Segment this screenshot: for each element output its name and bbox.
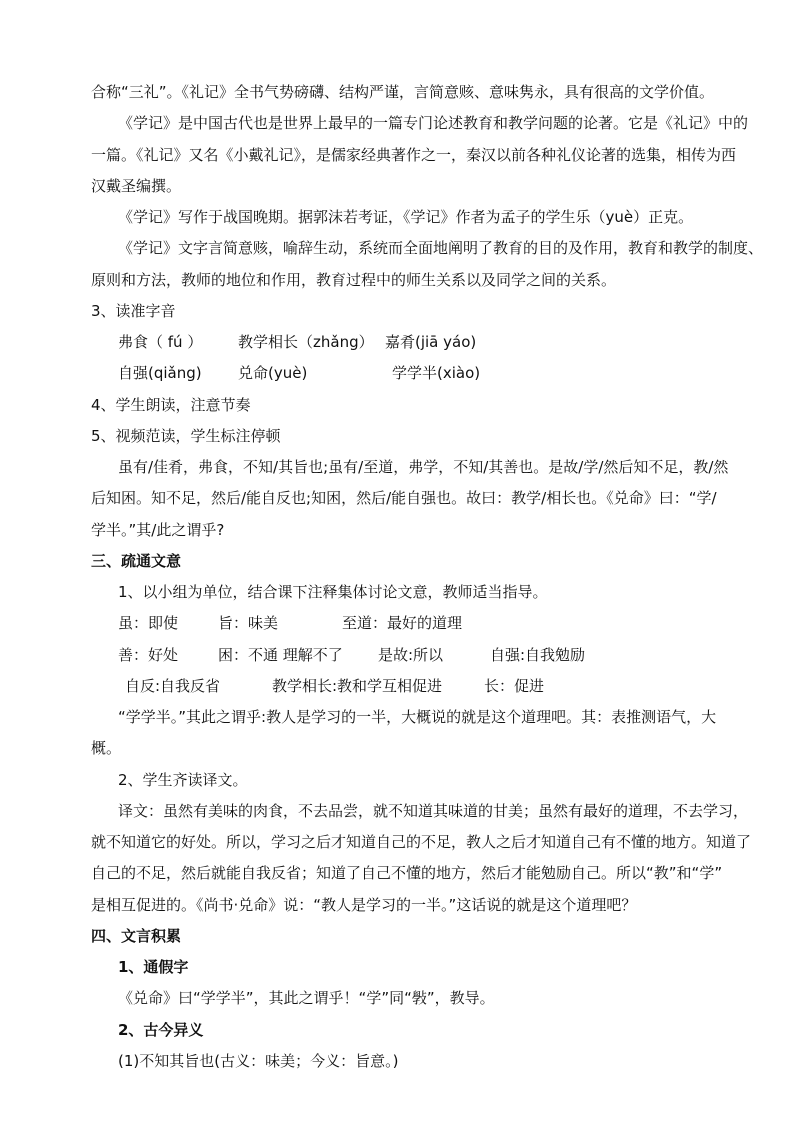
- gloss-item: 自反:自我反省: [125, 677, 221, 695]
- tongjia-text: 《兑命》曰“学学半”，其此之谓乎！“学”同“斅”，教导。: [118, 989, 495, 1007]
- intro-paragraph-1-line-1: 《学记》是中国古代也是世界上最早的一篇专门论述教育和教学问题的论著。它是《礼记》中的: [118, 114, 749, 132]
- pronunciation-item: 弗食（ fú ）: [118, 333, 203, 351]
- translation-line-1: 译文：虽然有美味的肉食，不去品尝，就不知道其味道的甘美；虽然有最好的道理，不去学习，: [118, 802, 749, 820]
- gloss-item: 旨：味美: [218, 614, 279, 632]
- gloss-item: 是故:所以: [378, 646, 444, 664]
- tongjia-heading: 1、通假字: [118, 958, 189, 976]
- gloss-item: 自强:自我勉励: [490, 646, 586, 664]
- pronunciation-item: 学学半(xiào): [392, 364, 481, 382]
- part-3-step-2: 2、学生齐读译文。: [118, 771, 248, 789]
- intro-paragraph-1-line-3: 汉戴圣编撰。: [91, 177, 182, 195]
- intro-paragraph-3-line-1: 《学记》文字言简意赅，喻辞生动，系统而全面地阐明了教育的目的及作用，教育和教学的制度、: [118, 239, 764, 257]
- intro-paragraph-1-line-2: 一篇。《礼记》又名《小戴礼记》，是儒家经典著作之一，秦汉以前各种礼仪论著的选集，相传为西: [91, 146, 737, 164]
- section-5-heading: 5、视频范读，学生标注停顿: [91, 427, 281, 445]
- pause-text-line-3: 学半。”其/此之谓乎?: [91, 521, 225, 539]
- gloss-item: 教学相长:教和学互相促进: [272, 677, 443, 695]
- intro-paragraph-2: 《学记》写作于战国晚期。据郭沫若考证，《学记》作者为孟子的学生乐（yuè）正克。: [118, 208, 694, 226]
- gloss-item: 困：不通 理解不了: [218, 646, 343, 664]
- translation-line-4: 是相互促进的。《尚书·兑命》说：“教人是学习的一半。”这话说的就是这个道理吧？: [91, 896, 637, 914]
- pronunciation-item: 兑命(yuè): [238, 364, 308, 382]
- intro-paragraph-3-line-2: 原则和方法，教师的地位和作用，教育过程中的师生关系以及同学之间的关系。: [91, 271, 617, 289]
- gloss-item: 善：好处: [118, 646, 179, 664]
- pronunciation-item: 嘉肴(jiā yáo): [385, 333, 477, 351]
- section-3-heading: 3、读准字音: [91, 302, 176, 320]
- part-3-heading: 三、疏通文意: [91, 552, 182, 570]
- gujin-heading: 2、古今异义: [118, 1021, 204, 1039]
- gujin-item-1: (1)不知其旨也(古义：味美；今义：旨意。): [118, 1052, 399, 1070]
- translation-line-3: 自己的不足，然后就能自我反省；知道了自己不懂的地方，然后才能勉励自己。所以“教”和“学”: [91, 864, 723, 882]
- intro-line-1: 合称“三礼”。《礼记》全书气势磅礴、结构严谨，言简意赅、意味隽永，具有很高的文学价值。: [91, 83, 715, 101]
- section-4-heading: 4、学生朗读，注意节奏: [91, 396, 251, 414]
- gloss-explanation-line-2: 概。: [91, 739, 122, 757]
- gloss-explanation-line-1: “学学半。”其此之谓乎:教人是学习的一半，大概说的就是这个道理吧。其：表推测语气，大: [118, 708, 717, 726]
- pause-text-line-1: 虽有/佳肴，弗食，不知/其旨也;虽有/至道，弗学，不知/其善也。是故/学/然后知不足，教/然: [118, 458, 729, 476]
- part-4-heading: 四、文言积累: [91, 927, 182, 945]
- pause-text-line-2: 后知困。知不足，然后/能自反也;知困，然后/能自强也。故曰：教学/相长也。《兑命》曰：“学/: [91, 489, 717, 507]
- pronunciation-item: 教学相长（zhǎng）: [238, 333, 374, 351]
- translation-line-2: 就不知道它的好处。所以，学习之后才知道自己的不足，教人之后才知道自己有不懂的地方。知道了: [91, 833, 752, 851]
- pronunciation-item: 自强(qiǎng): [118, 364, 202, 382]
- gloss-item: 长：促进: [484, 677, 545, 695]
- gloss-item: 虽：即使: [118, 614, 179, 632]
- part-3-step-1: 1、以小组为单位，结合课下注释集体讨论文意，教师适当指导。: [118, 583, 548, 601]
- gloss-item: 至道：最好的道理: [342, 614, 463, 632]
